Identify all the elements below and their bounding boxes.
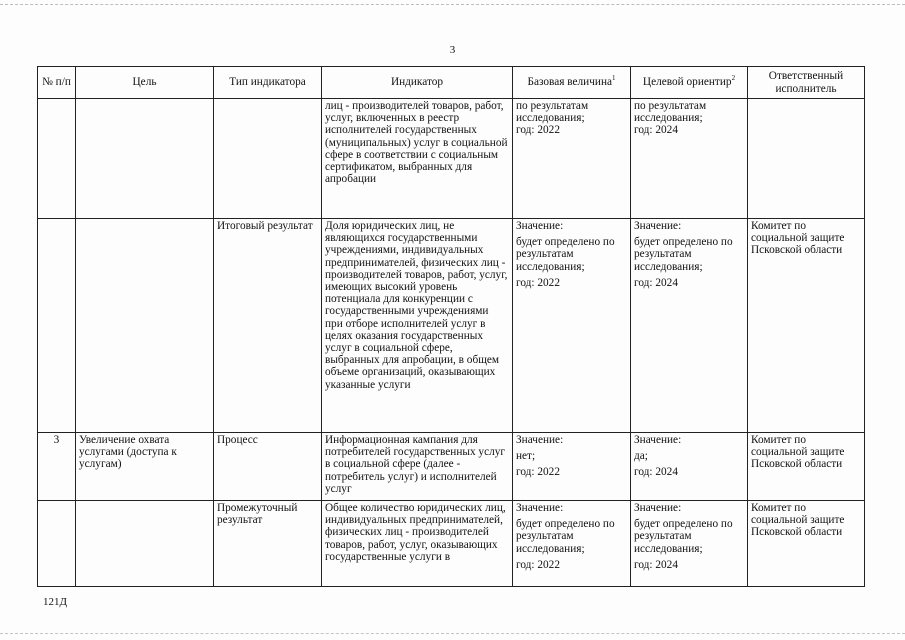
cell-type: Процесс [214, 433, 322, 501]
target-year: год: 2024 [634, 466, 678, 479]
indicators-table [37, 66, 865, 587]
target-value: будет определено по результатам исследования; [634, 518, 733, 555]
target-label: Значение: [634, 220, 682, 232]
cell-base [513, 501, 631, 587]
header-base-label: Базовая величина [527, 76, 613, 89]
base-label: Значение: [516, 220, 564, 232]
target-year: год: 2024 [634, 558, 678, 571]
base-year: год: 2022 [516, 558, 560, 571]
header-goal: Цель [76, 67, 214, 99]
scan-edge-top [0, 4, 905, 5]
target-label: Значение: [634, 434, 682, 446]
cell-num [38, 219, 76, 433]
cell-responsible: Комитет по социальной защите Псковской области [748, 433, 865, 501]
cell-responsible [748, 99, 865, 219]
cell-target [631, 501, 748, 587]
base-year: год: 2022 [516, 124, 560, 137]
base-year: год: 2022 [516, 466, 560, 479]
base-label: Значение: [516, 502, 564, 514]
cell-num: 3 [38, 433, 76, 501]
base-value: будет определено по результатам исследования; [516, 236, 615, 273]
cell-base [513, 99, 631, 219]
header-target-label: Целевой ориентир [642, 76, 732, 89]
header-base [513, 67, 631, 99]
cell-indicator: лиц - производителей товаров, работ, услуг, включенных в реестр исполнителей государственных (муниципальных) услуг в социальной сфере в соответствии с социальным сертификатом, выбранных для апробации [322, 99, 513, 219]
header-target [631, 67, 748, 99]
cell-goal: Увеличение охвата услугами (доступа к услугам) [76, 433, 214, 501]
base-value: по результатам исследования; [516, 100, 589, 125]
cell-base [513, 433, 631, 501]
page-number: 3 [449, 44, 456, 56]
table-row [38, 99, 865, 219]
footnote-1-mark: 1 [612, 74, 616, 83]
header-responsible: Ответственный исполнитель [748, 67, 865, 99]
target-label: Значение: [634, 502, 682, 514]
cell-responsible: Комитет по социальной защите Псковской области [748, 219, 865, 433]
cell-goal [76, 501, 214, 587]
scan-edge-bottom [0, 633, 905, 634]
target-year: год: 2024 [634, 276, 678, 289]
cell-indicator: Доля юридических лиц, не являющихся государственными учреждениями, индивидуальных предпринимателей, физических лиц - производителей товаров, работ, услуг, имеющих высокий уровень потенциала для конкуренции с государственными учреждениями при отборе исполнителей услуг в целях оказания государственных услуг в социальной сфере, выбранных для апробации, в общем объеме организаций, оказывающих указанные услуги [322, 219, 513, 433]
cell-type: Промежуточный результат [214, 501, 322, 587]
cell-responsible: Комитет по социальной защите Псковской области [748, 501, 865, 587]
target-value: будет определено по результатам исследования; [634, 236, 733, 273]
cell-indicator: Общее количество юридических лиц, индивидуальных предпринимателей, физических лиц - производителей товаров, работ, услуг, оказывающих государственные услуги в [322, 501, 513, 587]
footnote-2-mark: 2 [731, 74, 736, 83]
cell-num [38, 99, 76, 219]
cell-target [631, 433, 748, 501]
cell-indicator: Информационная кампания для потребителей государственных услуг в социальной сфере (далее - потребитель услуг) и исполнителей услуг [322, 433, 513, 501]
table-row [38, 433, 865, 501]
header-num: № п/п [38, 67, 76, 99]
target-year: год: 2024 [634, 124, 678, 137]
base-label: Значение: [516, 434, 564, 446]
cell-type [214, 99, 322, 219]
table-header-row [38, 67, 865, 99]
cell-num [38, 501, 76, 587]
cell-goal [76, 99, 214, 219]
header-indicator: Индикатор [322, 67, 513, 99]
cell-base [513, 219, 631, 433]
table-row [38, 501, 865, 587]
target-value: по результатам исследования; [634, 100, 707, 125]
cell-target [631, 219, 748, 433]
cell-target [631, 99, 748, 219]
table-row [38, 219, 865, 433]
cell-type: Итоговый результат [214, 219, 322, 433]
base-year: год: 2022 [516, 276, 560, 289]
base-value: будет определено по результатам исследования; [516, 518, 615, 555]
footer-code: 121Д [43, 596, 68, 608]
header-type: Тип индикатора [214, 67, 322, 99]
base-value: нет; [516, 450, 536, 463]
target-value: да; [634, 450, 648, 463]
cell-goal [76, 219, 214, 433]
